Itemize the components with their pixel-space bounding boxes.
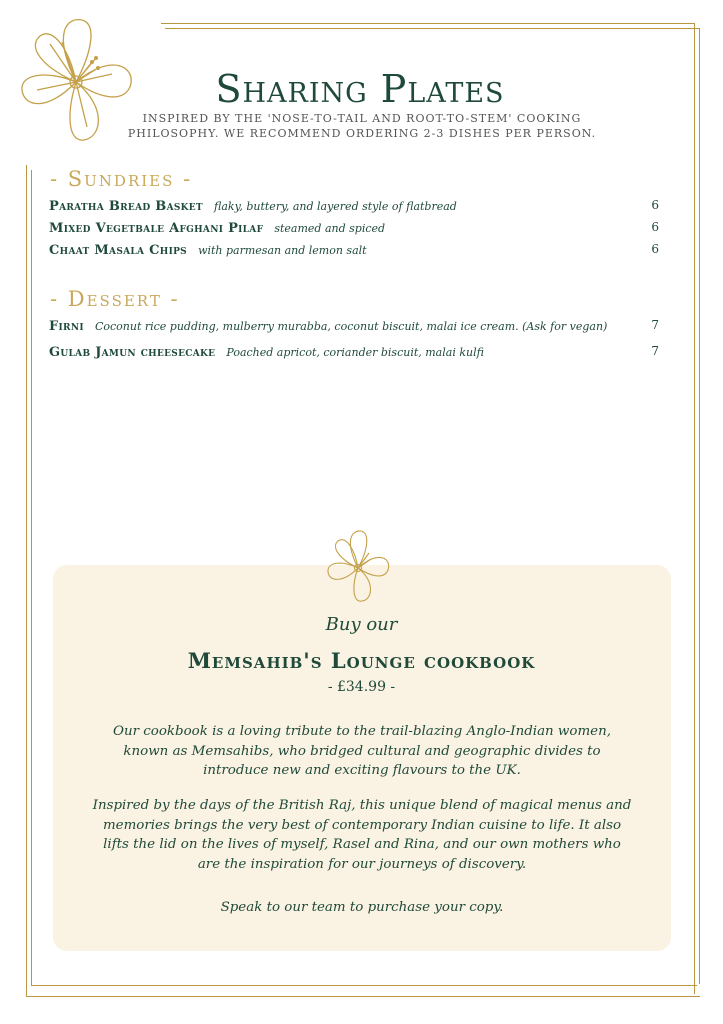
- cookbook-call-to-action: Speak to our team to purchase your copy.: [220, 900, 504, 915]
- menu-item-description: Poached apricot, coriander biscuit, malai kulfi: [226, 346, 484, 359]
- menu-item-description: flaky, buttery, and layered style of flatbread: [214, 200, 457, 213]
- menu-item-price: 6: [651, 220, 659, 234]
- page-title: Sharing Plates: [215, 67, 505, 111]
- section-heading-dessert: - Dessert -: [50, 287, 180, 311]
- cookbook-buy-label: Buy our: [325, 614, 398, 635]
- menu-item: [49, 239, 661, 259]
- menu-item: [49, 195, 661, 215]
- section-heading-sundries: - Sundries -: [50, 167, 193, 191]
- menu-item-description: Coconut rice pudding, mulberry murabba, coconut biscuit, malai ice cream. (Ask for vegan): [94, 320, 608, 333]
- cookbook-price: - £34.99 -: [327, 679, 396, 695]
- menu-item-price: 6: [651, 198, 659, 212]
- menu-item-description: with parmesan and lemon salt: [198, 244, 367, 257]
- menu-item-name: Firni: [49, 319, 84, 334]
- menu-item-price: 6: [651, 242, 659, 256]
- page-subtitle: INSPIRED BY THE 'NOSE-TO-TAIL AND ROOT-TO-STEM' COOKING PHILOSOPHY. WE RECOMMEND ORDERING 2-3 DISHES PER PERSON.: [127, 112, 597, 140]
- menu-item: [49, 217, 661, 237]
- cookbook-paragraph: Inspired by the days of the British Raj, this unique blend of magical menus and memories brings the very best of contemporary Indian cuisine to life. It also lifts the lid on the lives of myself, Rasel and Rina, and our own mothers who are the inspiration for our journeys of discovery.: [92, 798, 632, 872]
- menu-item: [49, 315, 661, 335]
- cookbook-title: Memsahib's Lounge cookbook: [187, 648, 536, 673]
- flower-illustration-icon: [322, 526, 394, 608]
- menu-item-name: Gulab Jamun cheesecake: [49, 345, 216, 360]
- menu-item-price: 7: [651, 318, 659, 332]
- menu-item: [49, 341, 661, 361]
- menu-item-name: Chaat Masala Chips: [49, 243, 187, 258]
- cookbook-paragraph: Our cookbook is a loving tribute to the trail-blazing Anglo-Indian women, known as Memsahibs, who bridged cultural and geographic divides to introduce new and exciting flavours to the UK.: [113, 724, 611, 778]
- menu-item-name: Paratha Bread Basket: [49, 199, 203, 214]
- menu-item-description: steamed and spiced: [274, 222, 386, 235]
- menu-item-name: Mixed Vegetbale Afghani Pilaf: [49, 221, 264, 236]
- menu-item-price: 7: [651, 344, 659, 358]
